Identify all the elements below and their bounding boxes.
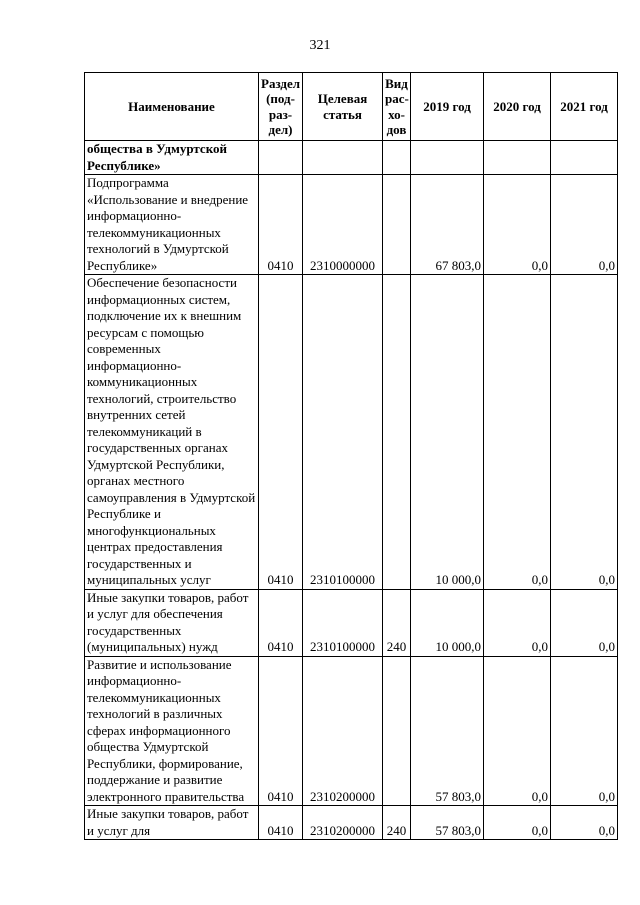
row-name: Обеспечение безопасности информационных систем, подключение их к внешним ресурсам с помощью современных информационно-коммуникационных технологий, строительство внутренних сетей телекоммуникаций в государственных органах Удмуртской Республики, органах местного самоуправления в Удмуртской Республике и многофункциональных центрах предоставления государственных и муниципальных услуг xyxy=(85,275,259,590)
table-row xyxy=(85,656,618,806)
row-name: Развитие и использование информационно-телекоммуникационных технологий в различных сферах информационного общества Удмуртской Республики, формирование, поддержание и развитие электронного правительства xyxy=(85,656,259,806)
row-2021: 0,0 xyxy=(551,806,618,840)
row-2021: 0,0 xyxy=(551,656,618,806)
row-2020: 0,0 xyxy=(484,275,551,590)
row-type: 240 xyxy=(383,806,411,840)
row-type xyxy=(383,656,411,806)
row-target: 2310200000 xyxy=(303,806,383,840)
table-row xyxy=(85,141,618,175)
row-section: 0410 xyxy=(259,806,303,840)
row-target: 2310100000 xyxy=(303,275,383,590)
row-type: 240 xyxy=(383,589,411,656)
row-target xyxy=(303,141,383,175)
row-name: общества в Удмуртской Республике» xyxy=(85,141,259,175)
header-2021: 2021 год xyxy=(551,73,618,141)
row-2020 xyxy=(484,141,551,175)
row-2020: 0,0 xyxy=(484,175,551,275)
row-section: 0410 xyxy=(259,175,303,275)
row-2020: 0,0 xyxy=(484,656,551,806)
header-target: Целевая статья xyxy=(303,73,383,141)
header-section: Раздел (под-раз-дел) xyxy=(259,73,303,141)
budget-table xyxy=(84,72,618,840)
row-2021: 0,0 xyxy=(551,589,618,656)
row-target: 2310100000 xyxy=(303,589,383,656)
row-2021: 0,0 xyxy=(551,175,618,275)
row-2020: 0,0 xyxy=(484,806,551,840)
row-name: Иные закупки товаров, работ и услуг для обеспечения государственных (муниципальных) нужд xyxy=(85,589,259,656)
row-name: Иные закупки товаров, работ и услуг для xyxy=(85,806,259,840)
row-section: 0410 xyxy=(259,589,303,656)
header-2019: 2019 год xyxy=(411,73,484,141)
row-2021 xyxy=(551,141,618,175)
row-2019: 67 803,0 xyxy=(411,175,484,275)
row-2019: 10 000,0 xyxy=(411,589,484,656)
header-expense-type: Вид рас-хо-дов xyxy=(383,73,411,141)
row-2019: 57 803,0 xyxy=(411,806,484,840)
header-2020: 2020 год xyxy=(484,73,551,141)
table-row xyxy=(85,175,618,275)
row-2020: 0,0 xyxy=(484,589,551,656)
row-section: 0410 xyxy=(259,275,303,590)
row-2019: 10 000,0 xyxy=(411,275,484,590)
row-2019: 57 803,0 xyxy=(411,656,484,806)
page-number: 321 xyxy=(309,38,331,53)
row-type xyxy=(383,275,411,590)
row-name: Подпрограмма «Использование и внедрение информационно-телекоммуникационных технологий в Удмуртской Республике» xyxy=(85,175,259,275)
table-row xyxy=(85,275,618,590)
row-section: 0410 xyxy=(259,656,303,806)
table-row xyxy=(85,806,618,840)
row-type xyxy=(383,141,411,175)
row-target: 2310000000 xyxy=(303,175,383,275)
row-2019 xyxy=(411,141,484,175)
row-2021: 0,0 xyxy=(551,275,618,590)
row-section xyxy=(259,141,303,175)
header-name: Наименование xyxy=(85,73,259,141)
row-target: 2310200000 xyxy=(303,656,383,806)
table-row xyxy=(85,589,618,656)
table-header-row xyxy=(85,73,618,141)
row-type xyxy=(383,175,411,275)
